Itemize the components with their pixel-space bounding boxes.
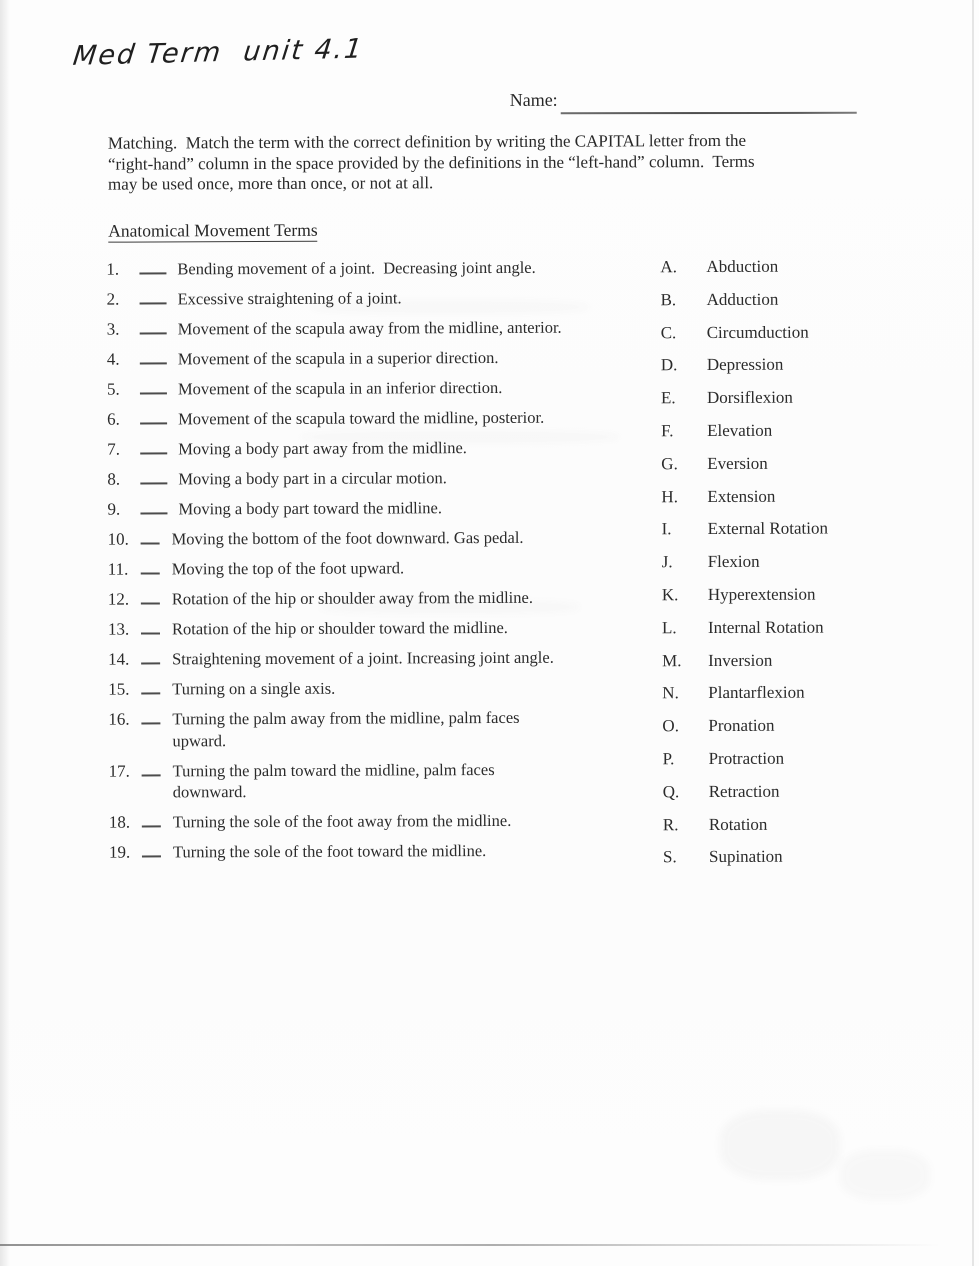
- answer-blank[interactable]: [141, 528, 160, 544]
- item-number: 2.: [106, 289, 120, 309]
- definition-row: [108, 586, 660, 610]
- terms-list: [660, 255, 943, 879]
- term-row: [661, 485, 941, 507]
- term-label: Adduction: [706, 289, 779, 309]
- item-number: 15.: [108, 679, 130, 699]
- answer-blank[interactable]: [140, 498, 167, 514]
- definition-text: Rotation of the hip or shoulder toward the midline.: [171, 617, 508, 639]
- term-label: Protraction: [708, 748, 785, 768]
- item-number: 16.: [108, 709, 130, 729]
- definition-text: Turning on a single axis.: [172, 678, 336, 699]
- term-label: External Rotation: [707, 518, 828, 539]
- term-letter: M.: [662, 650, 682, 670]
- definitions-list: [106, 256, 661, 871]
- term-row: [662, 583, 942, 605]
- term-row: [662, 714, 942, 736]
- answer-blank[interactable]: [139, 288, 166, 304]
- definition-text: Moving a body part toward the midline.: [178, 498, 442, 519]
- definition-row: [108, 706, 660, 751]
- term-label: Pronation: [708, 715, 775, 736]
- item-number: 17.: [108, 761, 130, 781]
- item-number: 7.: [107, 439, 120, 459]
- term-label: Internal Rotation: [707, 617, 824, 637]
- item-number: 13.: [107, 619, 130, 639]
- name-blank-line[interactable]: [561, 112, 857, 115]
- term-letter: J.: [661, 552, 673, 572]
- definition-row: [108, 526, 660, 550]
- item-number: 8.: [107, 469, 121, 489]
- name-label: Name:: [509, 89, 558, 110]
- term-letter: H.: [661, 486, 678, 506]
- definition-row: [109, 839, 661, 863]
- term-letter: G.: [661, 453, 678, 474]
- answer-blank[interactable]: [141, 588, 160, 604]
- term-letter: E.: [660, 388, 676, 408]
- term-letter: R.: [662, 814, 679, 834]
- answer-blank[interactable]: [140, 438, 167, 454]
- term-letter: I.: [661, 519, 672, 539]
- term-letter: D.: [660, 355, 678, 375]
- term-label: Extension: [707, 486, 776, 506]
- definition-row: [108, 646, 660, 670]
- answer-blank[interactable]: [142, 760, 161, 776]
- term-row: [661, 452, 941, 474]
- item-number: 19.: [108, 842, 131, 862]
- term-letter: K.: [661, 585, 679, 605]
- answer-blank[interactable]: [141, 648, 160, 664]
- term-label: Supination: [708, 847, 783, 867]
- definition-text: Excessive straightening of a joint.: [177, 288, 402, 309]
- definition-text: Movement of the scapula toward the midline, posterior.: [178, 407, 545, 429]
- answer-blank[interactable]: [140, 378, 167, 394]
- definition-text: Bending movement of a joint. Decreasing joint angle.: [177, 257, 536, 279]
- term-row: [662, 681, 942, 703]
- term-row: [661, 386, 941, 408]
- definition-row: [107, 376, 659, 400]
- term-label: Rotation: [708, 814, 768, 834]
- term-label: Elevation: [707, 420, 773, 441]
- item-number: 14.: [108, 649, 130, 669]
- term-label: Plantarflexion: [708, 682, 805, 703]
- item-number: 11.: [107, 559, 129, 579]
- term-row: [662, 616, 942, 638]
- definition-text: Moving the top of the foot upward.: [171, 558, 405, 579]
- term-letter: P.: [662, 749, 675, 769]
- definition-row: [107, 316, 659, 340]
- definition-row: [109, 758, 661, 803]
- definition-text: Turning the sole of the foot away from the midline.: [172, 810, 512, 832]
- definition-row: [107, 346, 659, 370]
- term-letter: B.: [660, 289, 677, 310]
- definition-text: Turning the palm toward the midline, palm faces downward.: [172, 759, 495, 802]
- definition-text: Moving a body part away from the midline.: [178, 438, 467, 459]
- term-row: [661, 321, 941, 343]
- term-row: [661, 353, 941, 375]
- definition-row: [107, 436, 659, 460]
- definition-row: [106, 256, 658, 280]
- definition-row: [108, 556, 660, 580]
- answer-blank[interactable]: [141, 678, 160, 694]
- item-number: 5.: [106, 379, 120, 399]
- item-number: 4.: [106, 349, 120, 369]
- item-number: 10.: [107, 529, 129, 549]
- answer-blank[interactable]: [141, 558, 160, 574]
- definition-row: [108, 616, 660, 640]
- definition-text: Moving the bottom of the foot downward. Gas pedal.: [171, 527, 524, 549]
- term-letter: F.: [661, 421, 674, 441]
- definition-text: Turning the palm away from the midline, palm faces upward.: [172, 707, 520, 750]
- term-letter: L.: [661, 617, 677, 638]
- definition-text: Movement of the scapula away from the midline, anterior.: [177, 317, 562, 339]
- term-letter: S.: [662, 847, 677, 867]
- term-label: Retraction: [708, 781, 780, 801]
- item-number: 3.: [106, 319, 120, 339]
- term-label: Abduction: [706, 256, 779, 277]
- handwritten-course-title: Med Term unit 4.1: [71, 33, 366, 72]
- definition-row: [108, 676, 660, 700]
- term-label: Dorsiflexion: [706, 387, 793, 408]
- definition-text: Movement of the scapula in an inferior direction.: [177, 377, 503, 399]
- definition-row: [107, 466, 659, 490]
- term-row: [663, 813, 943, 835]
- definition-row: [109, 809, 661, 833]
- term-row: [663, 845, 943, 867]
- answer-blank[interactable]: [141, 708, 160, 724]
- definition-text: Rotation of the hip or shoulder away from the midline.: [171, 587, 533, 609]
- matching-instructions: Matching. Match the term with the correct definition by writing the CAPITAL letter from the “right-hand” column in the space provided by the definitions in the “left-hand” column. Terms may be used once, more than once, or not at all.: [107, 130, 755, 194]
- answer-blank[interactable]: [141, 618, 160, 634]
- term-row: [661, 288, 941, 310]
- term-row: [662, 550, 942, 572]
- answer-blank[interactable]: [139, 258, 166, 274]
- item-number: 18.: [108, 812, 131, 832]
- answer-blank[interactable]: [140, 408, 167, 424]
- item-number: 12.: [107, 589, 130, 609]
- term-letter: N.: [662, 683, 679, 703]
- term-label: Eversion: [707, 453, 768, 473]
- definition-text: Turning the sole of the foot toward the midline.: [172, 841, 487, 862]
- term-row: [661, 419, 941, 441]
- term-letter: A.: [660, 257, 677, 277]
- term-row: [663, 747, 943, 769]
- definition-text: Moving a body part in a circular motion.: [178, 468, 447, 489]
- term-letter: C.: [660, 322, 677, 342]
- term-letter: O.: [662, 716, 679, 736]
- term-row: [662, 649, 942, 671]
- answer-blank[interactable]: [140, 318, 167, 334]
- definition-text: Straightening movement of a joint. Increasing joint angle.: [172, 647, 554, 669]
- answer-blank[interactable]: [140, 348, 167, 364]
- item-number: 1.: [106, 259, 120, 279]
- answer-blank[interactable]: [140, 468, 167, 484]
- term-row: [663, 780, 943, 802]
- term-row: [660, 255, 940, 277]
- definition-text: Movement of the scapula in a superior direction.: [177, 347, 499, 369]
- answer-blank[interactable]: [142, 841, 161, 857]
- item-number: 9.: [107, 499, 121, 519]
- term-letter: Q.: [662, 781, 680, 801]
- term-row: [662, 517, 942, 539]
- term-label: Depression: [706, 355, 784, 375]
- term-label: Flexion: [707, 551, 760, 572]
- term-label: Inversion: [708, 650, 773, 670]
- answer-blank[interactable]: [142, 811, 161, 827]
- section-heading: Anatomical Movement Terms: [108, 219, 318, 241]
- definition-row: [106, 286, 658, 310]
- term-label: Hyperextension: [707, 584, 816, 605]
- item-number: 6.: [107, 409, 120, 429]
- term-label: Circumduction: [706, 322, 809, 342]
- definition-row: [107, 496, 659, 520]
- definition-row: [107, 406, 659, 430]
